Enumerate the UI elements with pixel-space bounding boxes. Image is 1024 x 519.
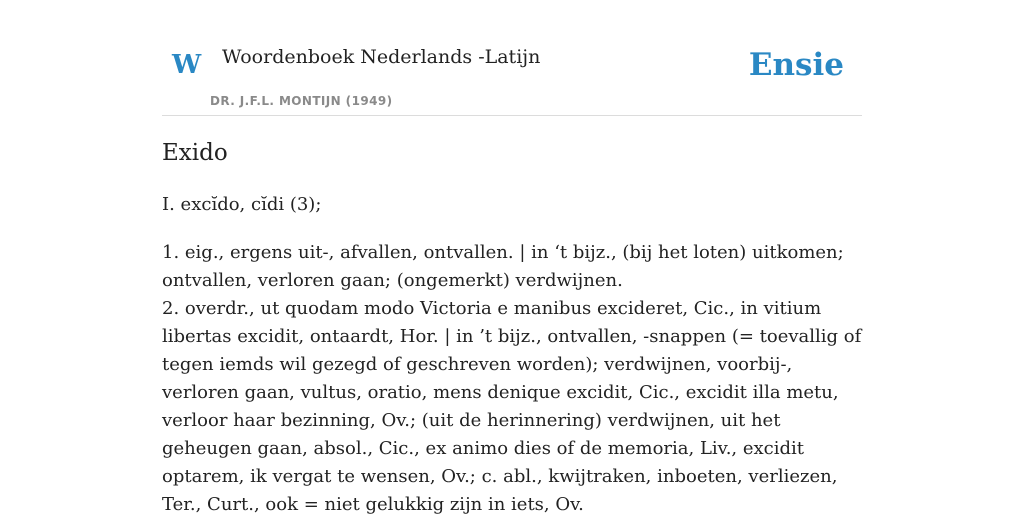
entry-title: Exido xyxy=(162,140,228,166)
ensie-logo[interactable]: Ensie xyxy=(748,47,844,83)
dictionary-logo-icon[interactable]: W xyxy=(172,50,202,80)
entry-headline: I. excĭdo, cĭdi (3); xyxy=(162,194,322,215)
dictionary-title[interactable]: Woordenboek Nederlands -Latijn xyxy=(222,46,541,68)
entry-card xyxy=(162,0,862,515)
entry-definition xyxy=(162,239,862,519)
dictionary-author: DR. J.F.L. MONTIJN (1949) xyxy=(210,94,393,108)
definition-sense-1: 1. eig., ergens uit-, afvallen, ontvallen. | in ‘t bijz., (bij het loten) uitkomen; ontvallen, verloren gaan; (ongemerkt) verdwijnen. xyxy=(162,242,844,291)
page-header xyxy=(162,0,862,116)
definition-sense-2: 2. overdr., ut quodam modo Victoria e manibus excideret, Cic., in vitium libertas excidit, ontaardt, Hor. | in ’t bijz., ontvallen, -snappen (= toevallig of tegen iemds wil gezegd of geschreven worden); verdwijnen, voorbij-, verloren gaan, vultus, oratio, mens denique excidit, Cic., excidit illa metu, verloor haar bezinning, Ov.; (uit de herinnering) verdwijnen, uit het geheugen gaan, absol., Cic., ex animo dies of de memoria, Liv., excidit optarem, ik vergat te wensen, Ov.; c. abl., kwijtraken, inboeten, verliezen, Ter., Curt., ook = niet gelukkig zijn in iets, Ov. xyxy=(162,298,862,515)
